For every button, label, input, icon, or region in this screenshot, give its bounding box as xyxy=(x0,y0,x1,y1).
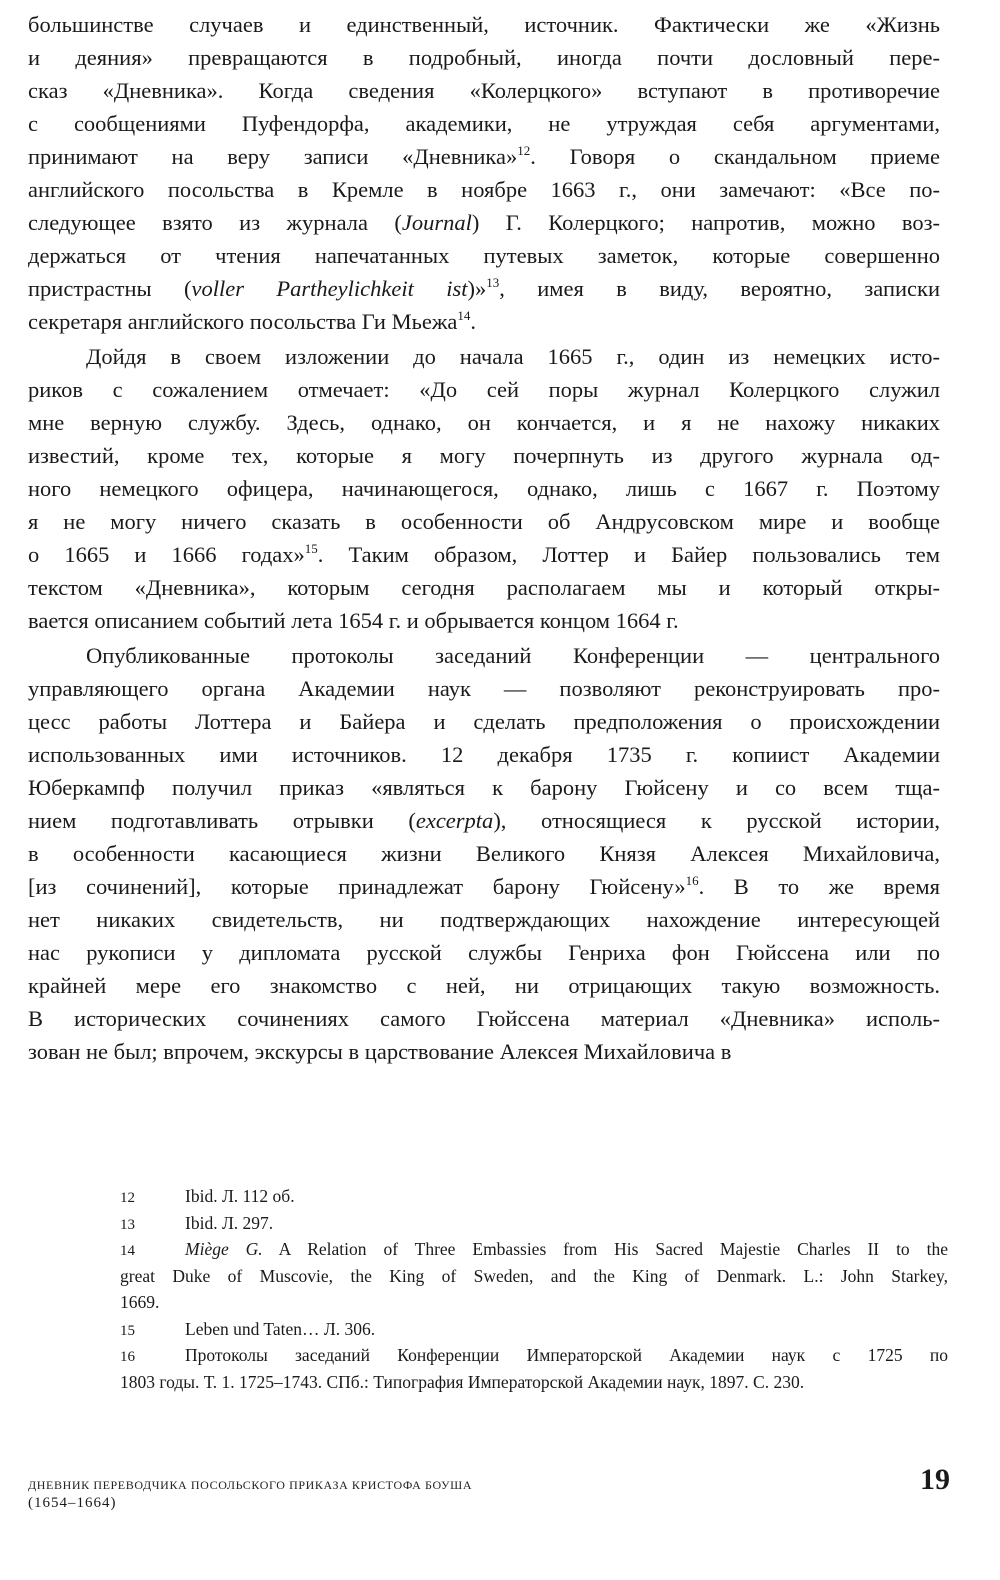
footnote-ref[interactable]: 14 xyxy=(457,308,471,323)
text-run: следующее взято из журнала ( xyxy=(28,210,402,235)
text-line xyxy=(28,472,940,505)
text-run: Протоколы заседаний Конференции Императорской Академии наук с 1725 по xyxy=(185,1345,948,1365)
text-run: пристрастны ( xyxy=(28,276,192,301)
italic-text: voller Partheylichkeit ist xyxy=(191,276,468,301)
text-run: Ibid. Л. 112 об. xyxy=(185,1186,295,1206)
italic-text: excerpta xyxy=(415,808,494,833)
text-run: вается описанием событий лета 1654 г. и обрывается концом 1664 г. xyxy=(28,608,679,633)
text-run: Опубликованные протоколы заседаний Конференции — центрального xyxy=(86,643,940,668)
text-run: . Говоря о скандальном приеме xyxy=(530,144,940,169)
text-line xyxy=(28,206,940,239)
footnote-number: 13 xyxy=(120,1216,135,1233)
footnote xyxy=(120,1183,948,1210)
text-line xyxy=(28,439,940,472)
text-run: . Таким образом, Лоттер и Байер пользовались тем xyxy=(317,542,940,567)
footnote-line xyxy=(120,1263,948,1290)
text-run: риков с сожалением отмечает: «До сей поры журнал Колерцкого служил xyxy=(28,377,940,402)
text-run: A Relation of Three Embassies from His Sacred Majestie Charles II to the xyxy=(262,1239,948,1259)
footnote xyxy=(120,1316,948,1343)
text-run: В исторических сочинениях самого Гюйссена материал «Дневника» исполь- xyxy=(28,1006,940,1031)
text-line xyxy=(28,639,940,672)
text-run: 1803 годы. Т. 1. 1725–1743. СПб.: Типография Императорской Академии наук, 1897. С. 230. xyxy=(120,1371,805,1392)
footnote-line xyxy=(120,1369,948,1396)
footnote-number: 14 xyxy=(120,1243,135,1259)
paragraph xyxy=(28,340,940,637)
text-line xyxy=(28,272,940,305)
text-run: с сообщениями Пуфендорфа, академики, не утруждая себя аргументами, xyxy=(28,111,940,136)
text-line xyxy=(28,1002,940,1035)
footnote xyxy=(120,1342,948,1395)
text-run: мне верную службу. Здесь, однако, он кончается, и я не нахожу никаких xyxy=(28,410,940,435)
text-run: . В то же время xyxy=(698,874,941,899)
text-run: Юберкампф получил приказ «являться к барону Гюйсену и со всем тща- xyxy=(28,775,940,800)
text-run: great Duke of Muscovie, the King of Sweden, and the King of Denmark. L.: John Starkey, xyxy=(120,1265,948,1286)
text-run: большинстве случаев и единственный, источник. Фактически же «Жизнь xyxy=(28,12,940,37)
text-line xyxy=(28,340,940,373)
text-run: использованных ими источников. 12 декабря 1735 г. копиист Академии xyxy=(28,742,940,767)
text-line xyxy=(28,538,940,571)
text-line xyxy=(28,74,940,107)
footnote-number: 12 xyxy=(120,1190,135,1206)
text-run: Дойдя в своем изложении до начала 1665 г., один из немецких исто- xyxy=(86,344,940,369)
text-line xyxy=(28,936,940,969)
footnote xyxy=(120,1236,948,1316)
paragraph xyxy=(28,8,940,338)
page-footer xyxy=(28,1463,950,1512)
page-number: 19 xyxy=(920,1463,950,1496)
text-run: секретаря английского посольства Ги Мьежа xyxy=(28,309,458,334)
text-run: я не могу ничего сказать в особенности об Андрусовском мире и вообще xyxy=(28,509,940,534)
text-run: нет никаких свидетельств, ни подтверждающих нахождение интересующей xyxy=(28,907,940,932)
text-line xyxy=(28,373,940,406)
footnote-line xyxy=(120,1316,948,1343)
footnote-line xyxy=(120,1289,948,1316)
footnote-number: 16 xyxy=(120,1349,135,1365)
text-line xyxy=(28,1035,940,1068)
text-run: текстом «Дневника», которым сегодня располагаем мы и который откры- xyxy=(28,575,940,600)
italic-text: Miège G. xyxy=(185,1239,263,1259)
text-run: английского посольства в Кремле в ноябре 1663 г., они замечают: «Все по- xyxy=(28,177,940,202)
paragraph xyxy=(28,639,940,1068)
text-run: Ibid. Л. 297. xyxy=(185,1212,274,1233)
body-text xyxy=(28,8,940,1068)
text-run: известий, кроме тех, которые я могу почерпнуть из другого журнала од- xyxy=(28,443,940,468)
text-run: ного немецкого офицера, начинающегося, однако, лишь с 1667 г. Поэтому xyxy=(28,476,940,501)
text-run: зован не был; впрочем, экскурсы в царствование Алексея Михайловича в xyxy=(28,1039,732,1064)
text-run: принимают на веру записи «Дневника» xyxy=(28,144,518,169)
running-title-years: (1654–1664) xyxy=(28,1495,117,1511)
text-line xyxy=(28,738,940,771)
text-line xyxy=(28,41,940,74)
text-run: )» xyxy=(467,276,487,301)
text-line xyxy=(28,837,940,870)
text-run: нас рукописи у дипломата русской службы Генриха фон Гюйссена или по xyxy=(28,940,940,965)
text-run: в особенности касающиеся жизни Великого Князя Алексея Михайловича, xyxy=(28,841,940,866)
text-line xyxy=(28,505,940,538)
footnote xyxy=(120,1210,948,1237)
text-line xyxy=(28,604,940,637)
text-run: нием подготавливать отрывки ( xyxy=(28,808,416,833)
footnote-ref[interactable]: 15 xyxy=(304,541,318,556)
text-line xyxy=(28,107,940,140)
text-run: и деяния» превращаются в подробный, иногда почти дословный пере- xyxy=(28,45,940,70)
footnote-ref[interactable]: 12 xyxy=(517,143,531,158)
text-run: ), относящиеся к русской истории, xyxy=(493,808,940,833)
text-line xyxy=(28,406,940,439)
text-run: [из сочинений], которые принадлежат барону Гюйсену» xyxy=(28,874,686,899)
footnote-line xyxy=(120,1210,948,1237)
text-run: держаться от чтения напечатанных путевых заметок, которые совершенно xyxy=(28,243,940,268)
text-run: цесс работы Лоттера и Байера и сделать предположения о происхождении xyxy=(28,709,940,734)
text-run: , имея в виду, вероятно, записки xyxy=(499,276,940,301)
footnote-ref[interactable]: 16 xyxy=(685,873,699,888)
footnote-line xyxy=(120,1342,948,1369)
text-run: сказ «Дневника». Когда сведения «Колерцкого» вступают в противоречие xyxy=(28,78,940,103)
text-line xyxy=(28,705,940,738)
text-line xyxy=(28,804,940,837)
text-line xyxy=(28,571,940,604)
text-line xyxy=(28,870,940,903)
text-run: ) Г. Колерцкого; напротив, можно воз- xyxy=(471,210,941,235)
text-line xyxy=(28,969,940,1002)
text-run: о 1665 и 1666 годах» xyxy=(28,542,305,567)
footnotes xyxy=(120,1183,948,1395)
footnote-line xyxy=(120,1183,948,1210)
footnote-ref[interactable]: 13 xyxy=(486,275,500,290)
footnote-number: 15 xyxy=(120,1322,135,1339)
text-line xyxy=(28,672,940,705)
text-line xyxy=(28,140,940,173)
italic-text: Journal xyxy=(401,210,472,235)
text-line xyxy=(28,771,940,804)
text-line xyxy=(28,239,940,272)
text-run: Leben und Taten… Л. 306. xyxy=(185,1318,376,1339)
text-run: управляющего органа Академии наук — позволяют реконструировать про- xyxy=(28,676,940,701)
running-title: ДНЕВНИК ПЕРЕВОДЧИКА ПОСОЛЬСКОГО ПРИКАЗА КРИСТОФА БОУША xyxy=(28,1478,473,1492)
text-run: 1669. xyxy=(120,1292,160,1312)
text-line xyxy=(28,173,940,206)
text-line xyxy=(28,8,940,41)
text-run: крайней мере его знакомство с ней, ни отрицающих такую возможность. xyxy=(28,973,940,998)
text-run: . xyxy=(470,309,476,334)
text-line xyxy=(28,305,940,338)
footnote-line xyxy=(120,1236,948,1263)
text-line xyxy=(28,903,940,936)
